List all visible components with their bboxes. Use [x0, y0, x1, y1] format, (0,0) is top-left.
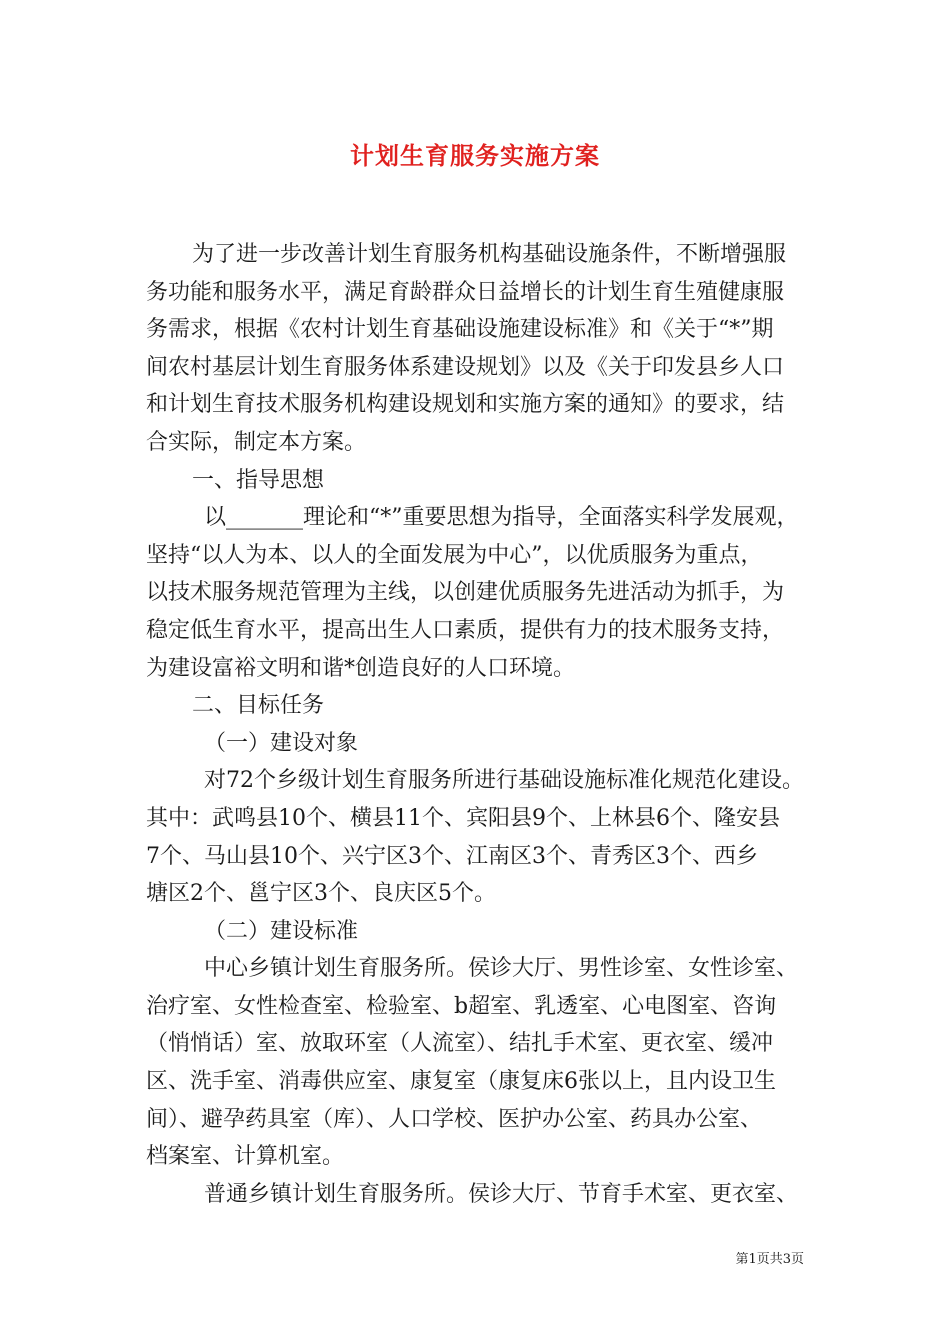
body-line: 间）、避孕药具室（库）、人口学校、医护办公室、药具办公室、: [146, 1106, 763, 1132]
body-line: 坚持“以人为本、以人的全面发展为中心”，以优质服务为重点，: [146, 542, 763, 568]
body-line: 7个、马山县10个、兴宁区3个、江南区3个、青秀区3个、西乡: [146, 843, 758, 869]
document-body: [146, 236, 814, 1213]
body-line: 和计划生育技术服务机构建设规划和实施方案的通知》的要求，结: [146, 392, 785, 418]
body-line: （悄悄话）室、放取环室（人流室）、结扎手术室、更衣室、缓冲: [146, 1031, 774, 1057]
body-line: 中心乡镇计划生育服务所。侯诊大厅、男性诊室、女性诊室、: [204, 956, 799, 982]
body-line: 为建设富裕文明和谐*创造良好的人口环境。: [146, 655, 576, 681]
body-line: 务需求，根据《农村计划生育基础设施建设标准》和《关于“*”期: [146, 317, 774, 343]
document-title: 计划生育服务实施方案: [350, 141, 600, 170]
body-line: 其中：武鸣县10个、横县11个、宾阳县9个、上林县6个、隆安县: [146, 805, 780, 831]
body-line: 普通乡镇计划生育服务所。侯诊大厅、节育手术室、更衣室、: [204, 1181, 799, 1207]
body-line: 务功能和服务水平，满足育龄群众日益增长的计划生育生殖健康服: [146, 279, 785, 305]
body-line: 为了进一步改善计划生育服务机构基础设施条件，不断增强服: [192, 242, 787, 267]
section-heading-targets: 二、目标任务: [192, 693, 325, 719]
body-line: 档案室、计算机室。: [146, 1144, 345, 1170]
subsection-heading-construction-standards: （二）建设标准: [204, 918, 359, 944]
subsection-heading-construction-objects: （一）建设对象: [204, 730, 359, 756]
section-heading-guiding-ideology: 一、指导思想: [192, 467, 325, 493]
body-line: 合实际，制定本方案。: [146, 429, 367, 455]
body-line: 塘区2个、邕宁区3个、良庆区5个。: [146, 881, 496, 907]
body-line: 以技术服务规范管理为主线，以创建优质服务先进活动为抓手，为: [146, 580, 785, 606]
body-line: 稳定低生育水平，提高出生人口素质，提供有力的技术服务支持，: [146, 617, 785, 643]
body-line: 间农村基层计划生育服务体系建设规划》以及《关于印发县乡人口: [146, 354, 785, 380]
body-line: 以_______理论和“*”重要思想为指导，全面落实科学发展观，: [204, 505, 799, 531]
body-line: 治疗室、女性检查室、检验室、b超室、乳透室、心电图室、咨询: [146, 993, 777, 1019]
page-number: 第1页共3页: [735, 1252, 804, 1267]
body-line: 区、洗手室、消毒供应室、康复室（康复床6张以上，且内设卫生: [146, 1069, 776, 1095]
body-line: 对72个乡级计划生育服务所进行基础设施标准化规范化建设。: [204, 768, 804, 794]
